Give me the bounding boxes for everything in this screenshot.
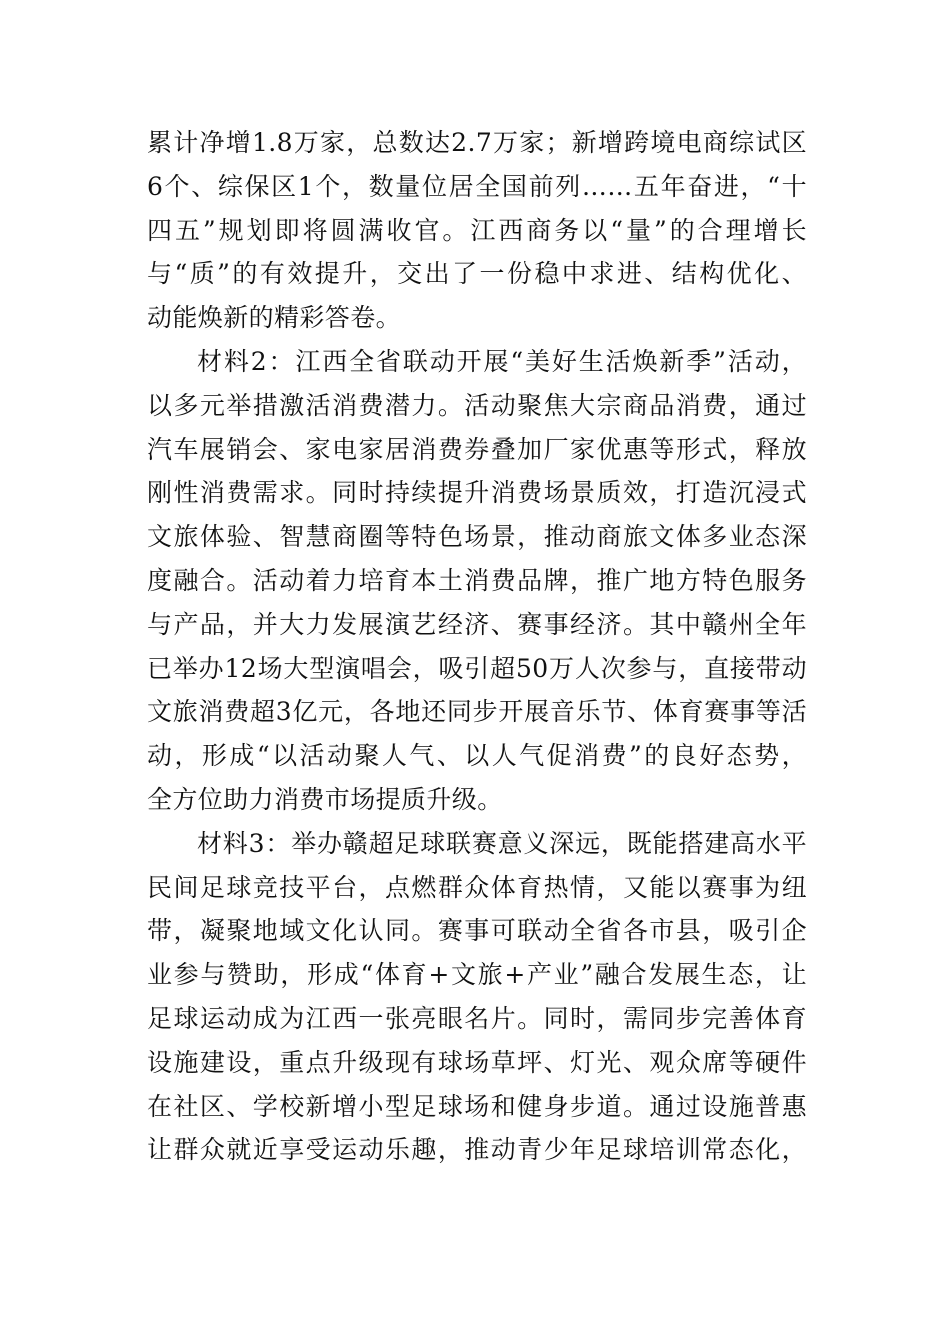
text-line: 带，凝聚地域文化认同。赛事可联动全省各市县，吸引企	[147, 916, 807, 946]
text-line: 让群众就近享受运动乐趣，推动青少年足球培训常态化，	[147, 1135, 807, 1165]
paragraph-start-material-2: 材料2：江西全省联动开展“美好生活焕新季”活动，	[197, 346, 807, 376]
text-line: 四五”规划即将圆满收官。江西商务以“量”的合理增长	[147, 215, 807, 245]
text-line: 动，形成“以活动聚人气、以人气促消费”的良好态势，	[147, 741, 807, 771]
text-line: 动能焕新的精彩答卷。	[147, 303, 402, 333]
paragraph-start-material-3: 材料3：举办赣超足球联赛意义深远，既能搭建高水平	[197, 828, 807, 858]
text-line: 与“质”的有效提升，交出了一份稳中求进、结构优化、	[147, 259, 807, 289]
text-line: 文旅消费超3亿元，各地还同步开展音乐节、体育赛事等活	[147, 697, 807, 727]
text-line: 民间足球竞技平台，点燃群众体育热情，又能以赛事为纽	[147, 872, 807, 902]
text-line: 刚性消费需求。同时持续提升消费场景质效，打造沉浸式	[147, 478, 807, 508]
text-line: 业参与赞助，形成“体育+文旅+产业”融合发展生态，让	[147, 960, 807, 990]
text-line: 汽车展销会、家电家居消费券叠加厂家优惠等形式，释放	[147, 434, 807, 464]
text-line: 以多元举措激活消费潜力。活动聚焦大宗商品消费，通过	[147, 390, 807, 420]
document-body	[147, 121, 807, 1172]
text-line: 设施建设，重点升级现有球场草坪、灯光、观众席等硬件	[147, 1047, 807, 1077]
text-line: 足球运动成为江西一张亮眼名片。同时，需同步完善体育	[147, 1003, 807, 1033]
text-line: 度融合。活动着力培育本土消费品牌，推广地方特色服务	[147, 565, 807, 595]
text-line: 全方位助力消费市场提质升级。	[147, 784, 503, 814]
text-line: 已举办12场大型演唱会，吸引超50万人次参与，直接带动	[147, 653, 807, 683]
text-line: 文旅体验、智慧商圈等特色场景，推动商旅文体多业态深	[147, 522, 807, 552]
text-line: 累计净增1.8万家，总数达2.7万家；新增跨境电商综试区	[147, 128, 807, 157]
text-line: 与产品，并大力发展演艺经济、赛事经济。其中赣州全年	[147, 609, 807, 639]
text-line: 6个、综保区1个，数量位居全国前列……五年奋进，“十	[147, 171, 807, 201]
text-line: 在社区、学校新增小型足球场和健身步道。通过设施普惠	[147, 1091, 807, 1121]
